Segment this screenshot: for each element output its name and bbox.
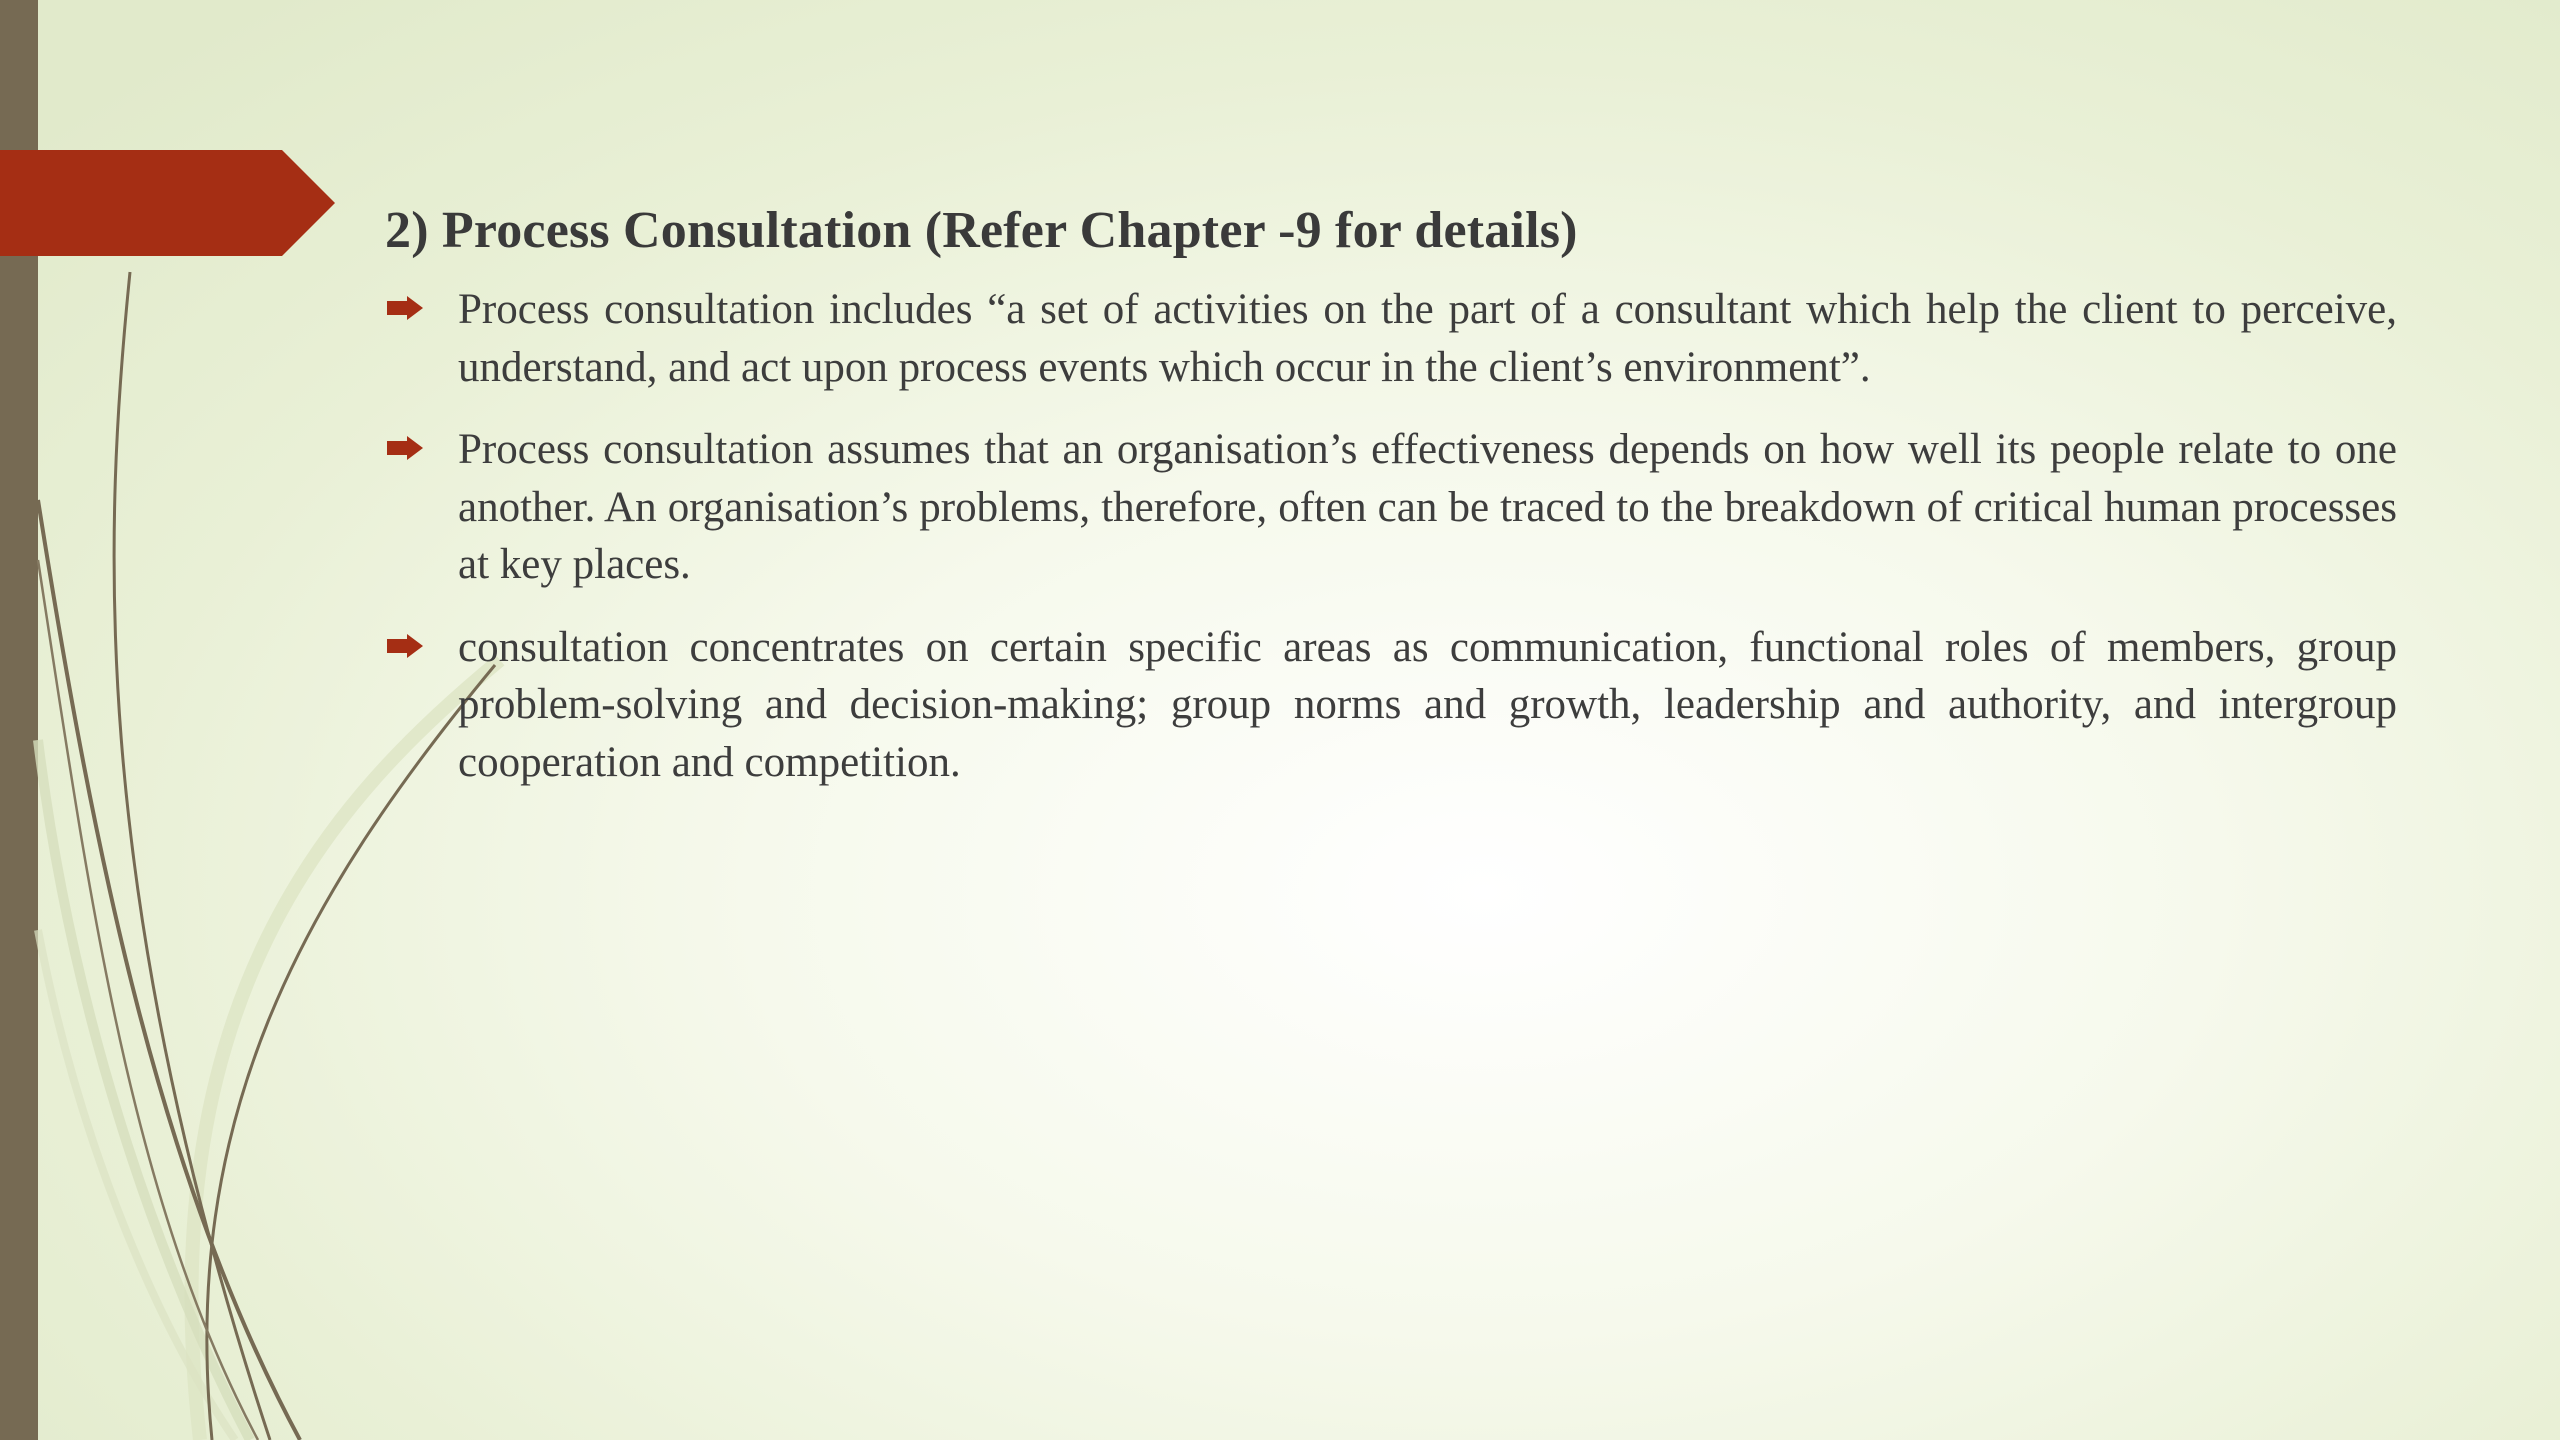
arrow-bullet-icon <box>387 436 423 460</box>
bullet-item <box>385 421 2397 594</box>
bullet-text: consultation concentrates on certain specific areas as communication, functional roles of members, group problem-solving and decision-making; group norms and growth, leadership and authority, and intergroup cooperation and competition. <box>458 623 2397 786</box>
arrow-bullet-icon <box>387 634 423 658</box>
bullet-item <box>385 281 2397 396</box>
title-accent-tab <box>0 150 335 256</box>
slide-title: 2) Process Consultation (Refer Chapter -9 for details) <box>385 202 1578 259</box>
arrow-bullet-icon <box>387 296 423 320</box>
bullet-text: Process consultation assumes that an organisation’s effectiveness depends on how well its people relate to one another. An organisation’s problems, therefore, often can be traced to the breakdown of critical human processes at key places. <box>458 426 2397 588</box>
bullet-item <box>385 619 2397 792</box>
slide-content <box>385 195 2397 816</box>
bullet-list <box>385 281 2397 791</box>
bullet-text: Process consultation includes “a set of activities on the part of a consultant which help the client to perceive, understand, and act upon process events which occur in the client’s environment”. <box>458 286 2397 391</box>
